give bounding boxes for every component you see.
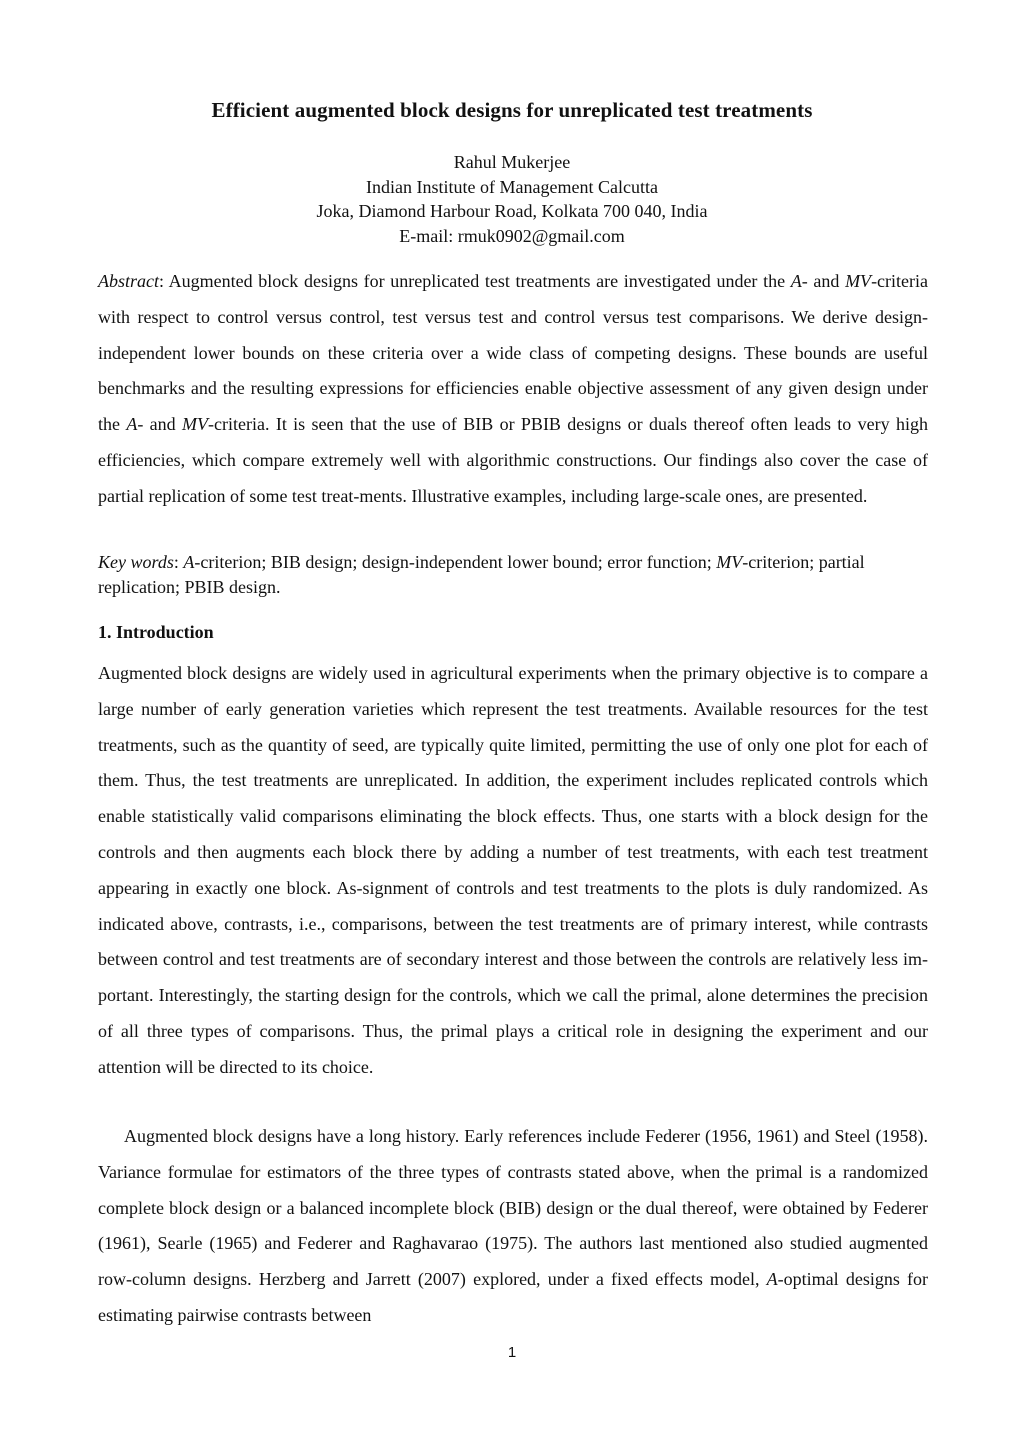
keywords-label: Key words [98,552,174,572]
section-heading: 1. Introduction [98,622,214,642]
intro-paragraph-2: Augmented block designs have a long history. Early references include Federer (1956, 1961) and Steel (1958). Variance formulae for estimators of the three types of contrasts stated above, when the primal is a randomized complete block design or a balanced incomplete block (BIB) design or the dual thereof, were obtained by Federer (1961), Searle (1965) and Federer and Raghavarao (1975). The authors last mentioned also studied augmented row-column designs. Herzberg and Jarrett (2007) explored, under a fixed effects model, A-optimal designs for estimating pairwise contrasts between [98,1126,928,1325]
keywords: Key words: A-criterion; BIB design; design-independent lower bound; error function; MV-criterion; partial replication; PBIB design. [98,552,865,597]
author-email: E-mail: rmuk0902@gmail.com [399,225,625,246]
author-block [0,150,1024,248]
paper-title: Efficient augmented block designs for unreplicated test treatments [211,98,813,122]
abstract-label: Abstract [98,271,159,291]
abstract: Abstract: Augmented block designs for unreplicated test treatments are investigated under the A- and MV-criteria with respect to control versus control, test versus test and control versus test comparisons. We derive design-independent lower bounds on these criteria over a wide class of competing designs. These bounds are useful benchmarks and the resulting expressions for efficiencies enable objective assessment of any given design under the A- and MV-criteria. It is seen that the use of BIB or PBIB designs or duals thereof often leads to very high efficiencies, which compare extremely well with algorithmic constructions. Our findings also cover the case of partial replication of some test treat-ments. Illustrative examples, including large-scale ones, are presented. [98,271,929,506]
author-address: Joka, Diamond Harbour Road, Kolkata 700 040, India [316,201,708,221]
author-name: Rahul Mukerjee [453,152,571,172]
author-affiliation: Indian Institute of Management Calcutta [366,176,658,197]
page-number: 1 [507,1344,517,1361]
intro-paragraph: Augmented block designs are widely used in agricultural experiments when the primary objective is to compare a large number of early generation varieties which represent the test treatments. Available resources for the test treatments, such as the quantity of seed, are typically quite limited, permitting the use of only one plot for each of them. Thus, the test treatments are unreplicated. In addition, the experiment includes replicated controls which enable statistically valid comparisons eliminating the block effects. Thus, one starts with a block design for the controls and then augments each block there by adding a number of test treatments, with each test treatment appearing in exactly one block. As-signment of controls and test treatments to the plots is duly randomized. As indicated above, contrasts, i.e., comparisons, between the test treatments are of primary interest, while contrasts between control and test treatments are of secondary interest and those between the controls are relatively less im-portant. Interestingly, the starting design for the controls, which we call the primal, alone determines the precision of all three types of comparisons. Thus, the primal plays a critical role in designing the experiment and our attention will be directed to its choice. [98,663,928,1077]
